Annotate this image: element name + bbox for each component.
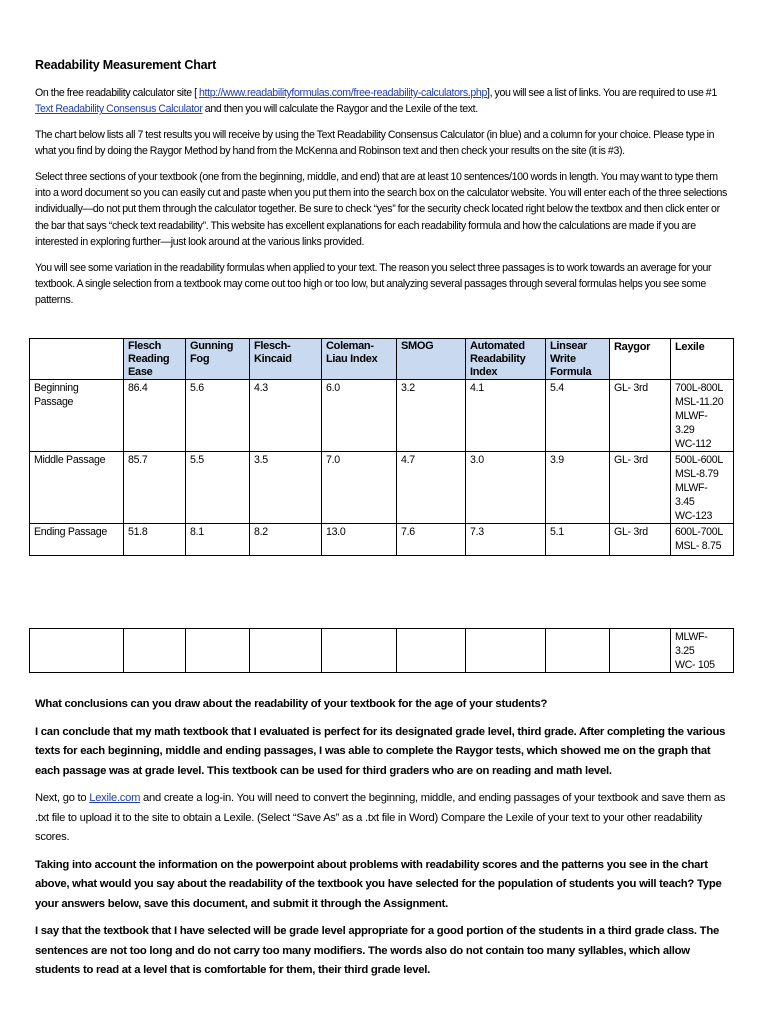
header-lexile: Lexile — [671, 339, 734, 380]
row-label: Beginning Passage — [30, 380, 124, 452]
cell: 8.1 — [186, 524, 250, 556]
lexile-cell: 500L-600L MSL-8.79 MLWF- 3.45 WC-123 — [671, 452, 734, 524]
readability-table — [29, 338, 734, 556]
selection-instructions-paragraph: Select three sections of your textbook (one from the beginning, middle, and end) that are at least 10 sentences/100 words in length. You may want to type them into a word document so you can easily cut and paste when you put them into the search box on the calculator website. You will enter each of the three selections individually—do not put them through the calculator together. Be sure to check “yes” for the security check located right below the textbox and then click enter or the bar that says “check text readability”. This website has excellent explanations for each readability formula and how the calculations are made if you are interested in exploring further—just look around at the various links provided. — [35, 170, 727, 249]
table-header-row — [30, 339, 734, 380]
cell: 7.0 — [322, 452, 397, 524]
header-flesch-reading-ease: Flesch Reading Ease — [124, 339, 186, 380]
document-body — [35, 58, 735, 318]
cell: 5.6 — [186, 380, 250, 452]
chart-instructions-paragraph: The chart below lists all 7 test results you will receive by using the Text Readability Consensus Calculator (in blue) and a column for your choice. Please type in what you find by doing the Raygor Method by hand from the McKenna and Robinson text and then check your results on the site (it is #3). — [35, 128, 715, 158]
calculator-url-link[interactable]: http://www.readabilityformulas.com/free-readability-calculators.php — [198, 87, 488, 99]
cell: 51.8 — [124, 524, 186, 556]
cell — [186, 629, 250, 673]
answer-2: I say that the textbook that I have selected will be grade level appropriate for a good portion of the students in a third grade class. The sentences are not too long and do not carry too many modifiers. The words also do not contain too many syllables, which allow students to read at a level that is comfortable for them, their third grade level. — [35, 925, 719, 976]
table-row — [30, 452, 734, 524]
row-label: Middle Passage — [30, 452, 124, 524]
table-row — [30, 524, 734, 556]
cell: 7.3 — [466, 524, 546, 556]
cell: 3.0 — [466, 452, 546, 524]
cell — [124, 629, 186, 673]
cell: 3.2 — [397, 380, 466, 452]
cell: 5.1 — [546, 524, 610, 556]
question-1: What conclusions can you draw about the readability of your textbook for the age of your students? — [35, 698, 548, 710]
cell — [546, 629, 610, 673]
table-row — [30, 629, 734, 673]
cell: 6.0 — [322, 380, 397, 452]
cell: 85.7 — [124, 452, 186, 524]
cell — [322, 629, 397, 673]
header-corner — [30, 339, 124, 380]
cell: 7.6 — [397, 524, 466, 556]
variation-paragraph: You will see some variation in the readability formulas when applied to your text. The reason you select three passages is to work towards an average for your textbook. A single selection from a textbook may come out too high or too low, but analyzing several passages through several formulas helps you see some patterns. — [35, 261, 712, 307]
cell: 4.7 — [397, 452, 466, 524]
lexile-cell: 700L-800L MSL-11.20 MLWF- 3.29 WC-112 — [671, 380, 734, 452]
intro-paragraph: On the free readability calculator site [ http://www.readabilityformulas.com/free-readability-calculators.php], you will see a list of links. You are required to use #1 Text Readability Consensus Calculator and then you will calculate the Raygor and the Lexile of the text. — [35, 87, 717, 116]
consensus-calculator-link[interactable]: Text Readability Consensus Calculator — [35, 103, 203, 116]
header-smog: SMOG — [397, 339, 466, 380]
cell — [397, 629, 466, 673]
cell: 3.9 — [546, 452, 610, 524]
header-automated-readability: Automated Readability Index — [466, 339, 546, 380]
row-label: Ending Passage — [30, 524, 124, 556]
cell — [250, 629, 322, 673]
cell — [610, 629, 671, 673]
question-answer-section — [35, 695, 735, 989]
answer-1: I can conclude that my math textbook that I evaluated is perfect for its designated grade level, third grade. After completing the various texts for each beginning, middle and ending passages, I was able to complete the Raygor tests, which showed me on the graph that each passage was at grade level. This textbook can be used for third graders who are on reading and math level. — [35, 725, 726, 777]
lexile-cell: 600L-700L MSL- 8.75 — [671, 524, 734, 556]
cell: 5.4 — [546, 380, 610, 452]
cell: 86.4 — [124, 380, 186, 452]
cell — [30, 629, 124, 673]
lexile-instructions-paragraph: Next, go to Lexile.com and create a log-in. You will need to convert the beginning, middle, and ending passages of your textbook and save them as .txt file to upload it to the site to obtain a Lexile. (Select “Save As” as a .txt file in Word) Compare the Lexile of your text to your other readability scores. — [35, 792, 726, 843]
header-raygor: Raygor — [610, 339, 671, 380]
cell: GL- 3rd — [610, 452, 671, 524]
header-flesch-kincaid: Flesch-Kincaid — [250, 339, 322, 380]
cell: 4.1 — [466, 380, 546, 452]
question-2: Taking into account the information on the powerpoint about problems with readability scores and the patterns you see in the chart above, what would you say about the readability of the textbook you have selected for the population of students you will teach? Type your answers below, save this document, and submit it through the Assignment. — [35, 858, 722, 910]
cell: 8.2 — [250, 524, 322, 556]
page-title: Readability Measurement Chart — [35, 58, 217, 72]
table-row — [30, 380, 734, 452]
header-gunning-fog: Gunning Fog — [186, 339, 250, 380]
readability-table-continuation — [29, 628, 734, 673]
cell — [466, 629, 546, 673]
header-coleman-liau: Coleman-Liau Index — [322, 339, 397, 380]
lexile-link[interactable]: Lexile.com — [89, 792, 141, 804]
lexile-cell: MLWF- 3.25 WC- 105 — [671, 629, 734, 673]
cell: 3.5 — [250, 452, 322, 524]
cell: 5.5 — [186, 452, 250, 524]
cell: 13.0 — [322, 524, 397, 556]
cell: GL- 3rd — [610, 380, 671, 452]
cell: 4.3 — [250, 380, 322, 452]
cell: GL- 3rd — [610, 524, 671, 556]
header-linsear-write: Linsear Write Formula — [546, 339, 610, 380]
